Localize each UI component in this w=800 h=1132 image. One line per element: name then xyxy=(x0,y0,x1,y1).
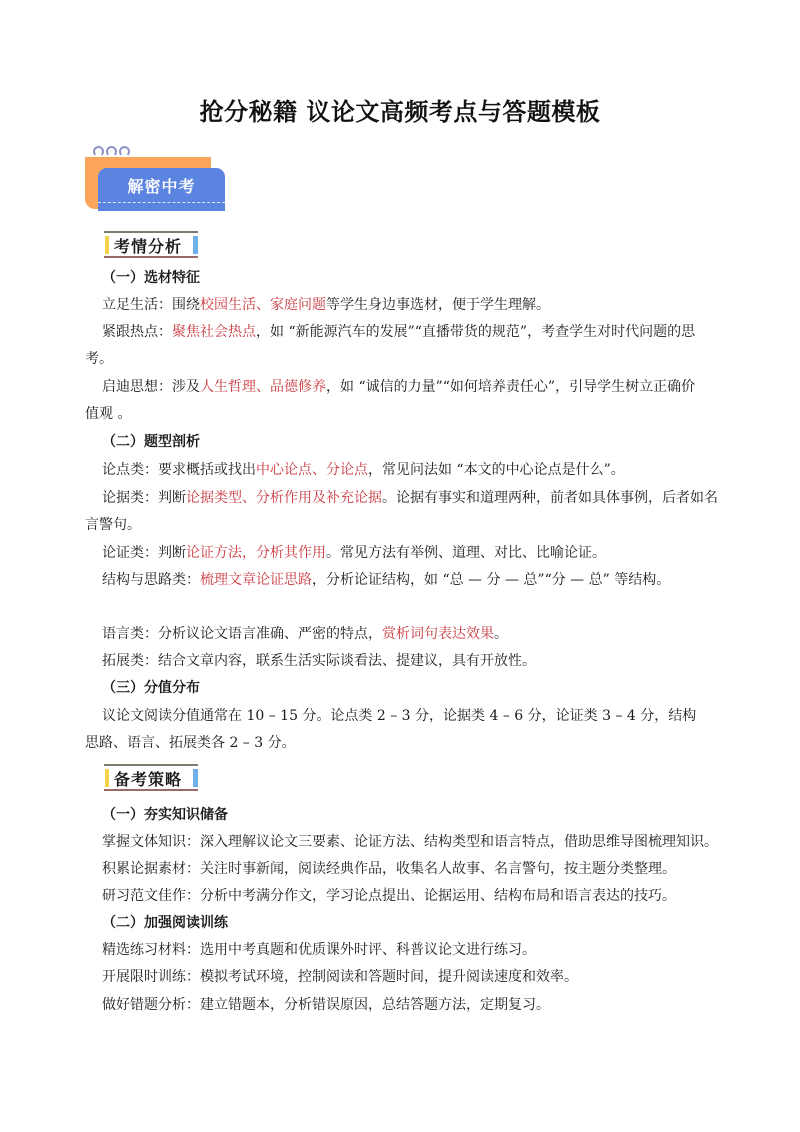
paragraph-continuation: 思路、语言、拓展类各 2 – 3 分。 xyxy=(85,735,296,751)
paragraph: 论据类：判断论据类型、分析作用及补充论据。论据有事实和道理两种，前者如具体事例，后者如名 xyxy=(102,490,718,506)
yellow-bar-icon xyxy=(105,236,109,254)
paragraph: 紧跟热点：聚焦社会热点，如 “新能源汽车的发展”“直播带货的规范”，考查学生对时代问题的思 xyxy=(102,324,696,340)
subsection-title: （三）分值分布 xyxy=(102,680,200,696)
paragraph: 积累论据素材：关注时事新闻，阅读经典作品，收集名人故事、名言警句，按主题分类整理。 xyxy=(102,861,676,877)
paragraph: 论点类：要求概括或找出中心论点、分论点，常见问法如 “本文的中心论点是什么”。 xyxy=(102,462,625,478)
paragraph-continuation: 值观 。 xyxy=(85,406,132,422)
subsection-title: （一）夯实知识储备 xyxy=(102,807,228,823)
subsection-title: （二）题型剖析 xyxy=(102,434,200,450)
section-heading-exam-analysis xyxy=(104,231,198,258)
paragraph: 启迪思想：涉及人生哲理、品德修养，如 “诚信的力量”“如何培养责任心”，引导学生树立正确价 xyxy=(102,379,696,395)
paragraph: 掌握文体知识：深入理解议论文三要素、论证方法、结构类型和语言特点，借助思维导图梳理知识。 xyxy=(102,834,718,850)
paragraph-continuation: 言警句。 xyxy=(85,517,141,533)
section-heading-prep-strategy xyxy=(104,764,198,791)
page-title: 抢分秘籍 议论文高频考点与答题模板 xyxy=(199,98,601,126)
highlight: 赏析词句表达效果 xyxy=(382,626,494,642)
paragraph: 结构与思路类：梳理文章论证思路，分析论证结构，如 “总 — 分 — 总”“分 — 总” 等结构。 xyxy=(102,572,671,588)
subsection-title: （二）加强阅读训练 xyxy=(102,915,228,931)
banner-decrypt-exam xyxy=(85,143,230,215)
paragraph: 语言类：分析议论文语言准确、严密的特点，赏析词句表达效果。 xyxy=(102,626,508,642)
banner-dashed-divider xyxy=(98,202,225,203)
paragraph: 做好错题分析：建立错题本，分析错误原因，总结答题方法，定期复习。 xyxy=(102,997,550,1013)
paragraph: 精选练习材料：选用中考真题和优质课外时评、科普议论文进行练习。 xyxy=(102,942,536,958)
yellow-bar-icon xyxy=(105,769,109,787)
paragraph: 研习范文佳作：分析中考满分作文，学习论点提出、论据运用、结构布局和语言表达的技巧。 xyxy=(102,888,676,904)
paragraph: 开展限时训练：模拟考试环境，控制阅读和答题时间，提升阅读速度和效率。 xyxy=(102,969,578,985)
highlight: 人生哲理、品德修养 xyxy=(200,379,326,395)
paragraph: 议论文阅读分值通常在 10 – 15 分。论点类 2 – 3 分，论据类 4 – 6 分，论证类 3 – 4 分，结构 xyxy=(102,708,697,724)
highlight: 校园生活、家庭问题 xyxy=(200,297,326,313)
highlight: 论据类型、分析作用及补充论据 xyxy=(186,490,382,506)
paragraph: 拓展类：结合文章内容，联系生活实际谈看法、提建议，具有开放性。 xyxy=(102,653,536,669)
subsection-title: （一）选材特征 xyxy=(102,270,200,286)
banner-label: 解密中考 xyxy=(127,177,196,196)
highlight: 中心论点、分论点 xyxy=(256,462,368,478)
highlight: 论证方法，分析其作用 xyxy=(186,545,326,561)
highlight: 梳理文章论证思路 xyxy=(200,572,312,588)
section-heading-text: 备考策略 xyxy=(114,770,183,789)
blue-bar-icon xyxy=(193,236,198,254)
paragraph: 立足生活：围绕校园生活、家庭问题等学生身边事选材，便于学生理解。 xyxy=(102,297,550,313)
section-heading-text: 考情分析 xyxy=(114,237,183,256)
blue-bar-icon xyxy=(193,769,198,787)
paragraph-continuation: 考。 xyxy=(85,351,113,367)
highlight: 聚焦社会热点 xyxy=(172,324,256,340)
banner-blue-plate xyxy=(98,168,225,211)
paragraph: 论证类：判断论证方法，分析其作用。常见方法有举例、道理、对比、比喻论证。 xyxy=(102,545,606,561)
